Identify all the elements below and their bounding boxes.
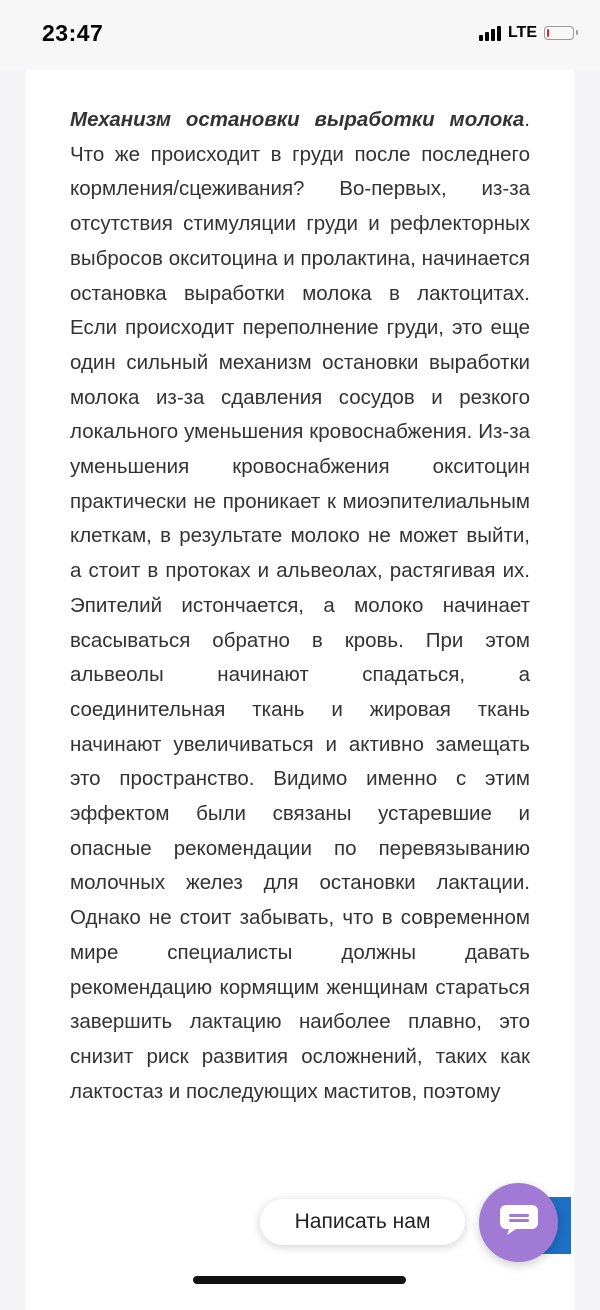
write-us-button[interactable]: [260, 1199, 465, 1245]
article-text: [70, 103, 530, 1109]
write-us-label: Написать нам: [294, 1210, 431, 1233]
status-indicators: [479, 24, 574, 42]
battery-icon: [544, 26, 574, 40]
article-card: [26, 70, 574, 1310]
battery-level: [547, 29, 549, 37]
network-label: LTE: [507, 24, 537, 41]
article-lead: Механизм остановки выработки молока: [70, 108, 525, 131]
signal-icon: [479, 25, 501, 41]
status-bar: [0, 0, 600, 70]
status-time: 23:47: [42, 20, 104, 46]
article-body: . Что же происходит в груди после последнего кормления/сцеживания? Во-первых, из-за отсутствия стимуляции груди и рефлекторных выбросов окситоцина и пролактина, начинается остановка выработки молока в лактоцитах. Если происходит переполнение груди, это еще один сильный механизм остановки выработки молока из-за сдавления сосудов и резкого локального уменьшения кровоснабжения. Из-за уменьшения кровоснабжения окситоцин практически не проникает к миоэпителиальным клеткам, в результате молоко не может выйти, а стоит в протоках и альвеолах, растягивая их. Эпителий истончается, а молоко начинает всасываться обратно в кровь. При этом альвеолы начинают спадаться, а соединительная ткань и жировая ткань начинают увеличиваться и активно замещать это пространство. Видимо именно с этим эффектом были связаны устаревшие и опасные рекомендации по перевязыванию молочных желез для остановки лактации. Однако не стоит забывать, что в современном мире специалисты должны давать рекомендацию кормящим женщинам стараться завершить лактацию наиболее плавно, это снизит риск развития осложнений, таких как лактостаз и последующих маститов, поэтому: [70, 108, 530, 1103]
chat-button[interactable]: [479, 1183, 558, 1262]
home-indicator[interactable]: [193, 1276, 406, 1284]
chat-bubble-icon: [498, 1203, 540, 1242]
